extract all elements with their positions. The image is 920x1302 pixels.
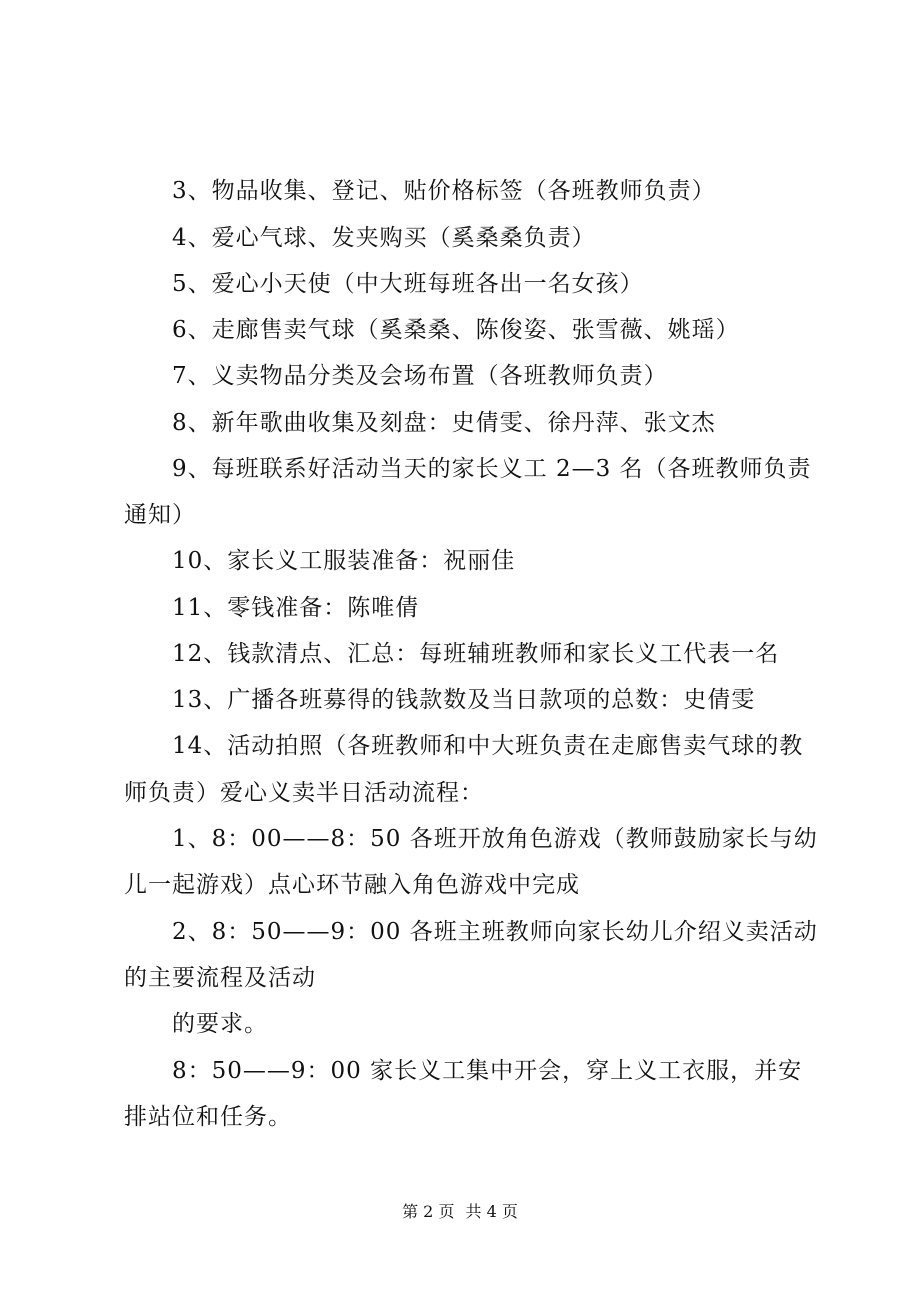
paragraph-line: 10、家长义工服装准备：祝丽佳 xyxy=(172,548,516,574)
paragraph-line: 排站位和任务。 xyxy=(124,1104,292,1130)
paragraph-line: 2、8：50——9：00 各班主班教师向家长幼儿介绍义卖活动 xyxy=(172,919,818,945)
paragraph-line: 的主要流程及活动 xyxy=(124,965,316,991)
paragraph-line: 12、钱款清点、汇总：每班辅班教师和家长义工代表一名 xyxy=(172,641,780,667)
paragraph-line: 3、物品收集、登记、贴价格标签（各班教师负责） xyxy=(172,178,716,204)
paragraph-line: 1、8：00——8：50 各班开放角色游戏（教师鼓励家长与幼 xyxy=(172,826,818,852)
paragraph-line: 8、新年歌曲收集及刻盘：史倩雯、徐丹萍、张文杰 xyxy=(172,410,716,436)
paragraph-line: 6、走廊售卖气球（奚桑桑、陈俊姿、张雪薇、姚瑶） xyxy=(172,317,740,343)
page-footer xyxy=(0,1200,920,1224)
paragraph-line: 的要求。 xyxy=(172,1011,268,1037)
paragraph-line: 7、义卖物品分类及会场布置（各班教师负责） xyxy=(172,363,668,389)
paragraph-line: 4、爱心气球、发夹购买（奚桑桑负责） xyxy=(172,225,596,251)
paragraph-line: 8：50——9：00 家长义工集中开会，穿上义工衣服，并安 xyxy=(172,1058,803,1084)
paragraph-line: 通知） xyxy=(124,502,196,528)
page-total: 共 4 页 xyxy=(465,1202,518,1221)
paragraph-line: 儿一起游戏）点心环节融入角色游戏中完成 xyxy=(124,872,580,898)
paragraph-line: 13、广播各班募得的钱款数及当日款项的总数：史倩雯 xyxy=(172,687,756,713)
paragraph-line: 9、每班联系好活动当天的家长义工 2—3 名（各班教师负责 xyxy=(172,456,812,482)
paragraph-line: 师负责）爱心义卖半日活动流程： xyxy=(124,780,484,806)
page-number: 第 2 页 xyxy=(402,1202,455,1221)
paragraph-line: 5、爱心小天使（中大班每班各出一名女孩） xyxy=(172,271,644,297)
paragraph-line: 11、零钱准备：陈唯倩 xyxy=(172,595,420,621)
paragraph-line: 14、活动拍照（各班教师和中大班负责在走廊售卖气球的教 xyxy=(172,733,804,759)
